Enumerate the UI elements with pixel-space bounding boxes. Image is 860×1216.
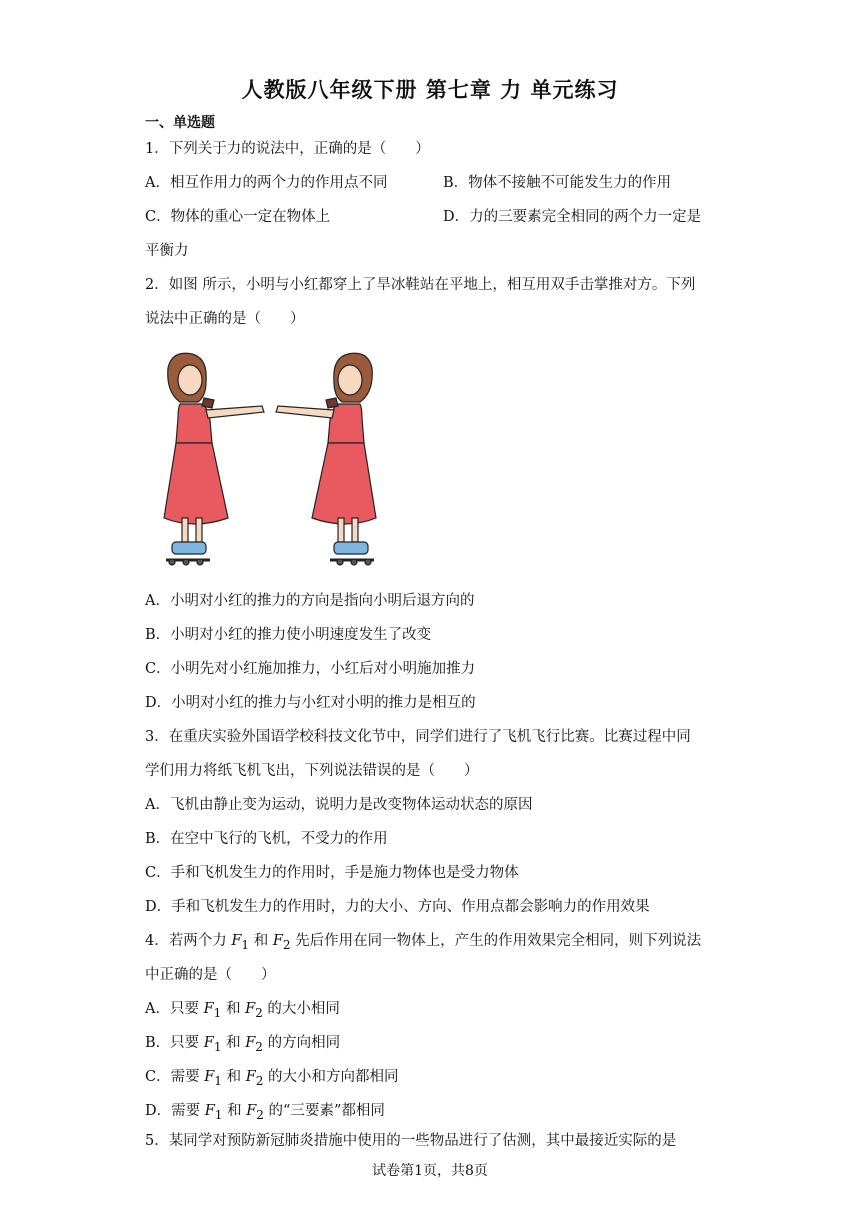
skaters-figure <box>150 348 390 573</box>
q4-option-d: D．需要 $F_1$ 和 $F_2$ 的“三要素”都相同 <box>145 1103 385 1122</box>
page-title: 人教版八年级下册 第七章 力 单元练习 <box>241 78 619 102</box>
page-footer: 试卷第1页，共8页 <box>372 1163 488 1179</box>
q3-option-d: D．手和飞机发生力的作用时，力的大小、方向、作用点都会影响力的作用效果 <box>145 899 650 915</box>
q4-option-b: B．只要 $F_1$ 和 $F_2$ 的方向相同 <box>145 1035 341 1054</box>
q5-stem-line1: 5．某同学对预防新冠肺炎措施中使用的一些物品进行了估测，其中最接近实际的是 <box>145 1133 677 1149</box>
q1-option-d-continued: 平衡力 <box>145 243 189 259</box>
q3-stem-line1: 3．在重庆实验外国语学校科技文化节中，同学们进行了飞机飞行比赛。比赛过程中同 <box>145 729 691 745</box>
right-skater <box>276 353 376 565</box>
q2-option-d: D．小明对小红的推力与小红对小明的推力是相互的 <box>145 695 476 711</box>
q4-option-c: C．需要 $F_1$ 和 $F_2$ 的大小和方向都相同 <box>145 1069 399 1088</box>
q4-stem-line2: 中正确的是（ ） <box>145 967 276 983</box>
q2-stem-line2: 说法中正确的是（ ） <box>145 311 305 327</box>
q3-stem-line2: 学们用力将纸飞机飞出，下列说法错误的是（ ） <box>145 763 479 779</box>
q1-option-b: B．物体不接触不可能发生力的作用 <box>443 175 672 191</box>
q2-option-c: C．小明先对小红施加推力，小红后对小明施加推力 <box>145 661 476 677</box>
q3-option-b: B．在空中飞行的飞机，不受力的作用 <box>145 831 388 847</box>
q4-stem-line1: 4．若两个力 $F_1$ 和 $F_2$ 先后作用在同一物体上，产生的作用效果完全相同，则下列说法 <box>145 933 702 952</box>
q2-option-a: A．小明对小红的推力的方向是指向小明后退方向的 <box>145 593 475 609</box>
q1-option-d: D．力的三要素完全相同的两个力一定是 <box>443 209 702 225</box>
q4-option-a: A．只要 $F_1$ 和 $F_2$ 的大小相同 <box>145 1001 340 1020</box>
section-heading: 一、单选题 <box>145 115 215 131</box>
q3-option-a: A．飞机由静止变为运动，说明力是改变物体运动状态的原因 <box>145 797 533 813</box>
q1-stem: 1．下列关于力的说法中，正确的是（ ） <box>145 141 430 157</box>
left-skater <box>164 353 264 565</box>
q3-option-c: C．手和飞机发生力的作用时，手是施力物体也是受力物体 <box>145 865 519 881</box>
q2-option-b: B．小明对小红的推力使小明速度发生了改变 <box>145 627 432 643</box>
q2-stem-line1: 2．如图 所示，小明与小红都穿上了旱冰鞋站在平地上，相互用双手击掌推对方。下列 <box>145 277 696 293</box>
q1-option-a: A．相互作用力的两个力的作用点不同 <box>145 175 388 191</box>
q1-option-c: C．物体的重心一定在物体上 <box>145 209 331 225</box>
